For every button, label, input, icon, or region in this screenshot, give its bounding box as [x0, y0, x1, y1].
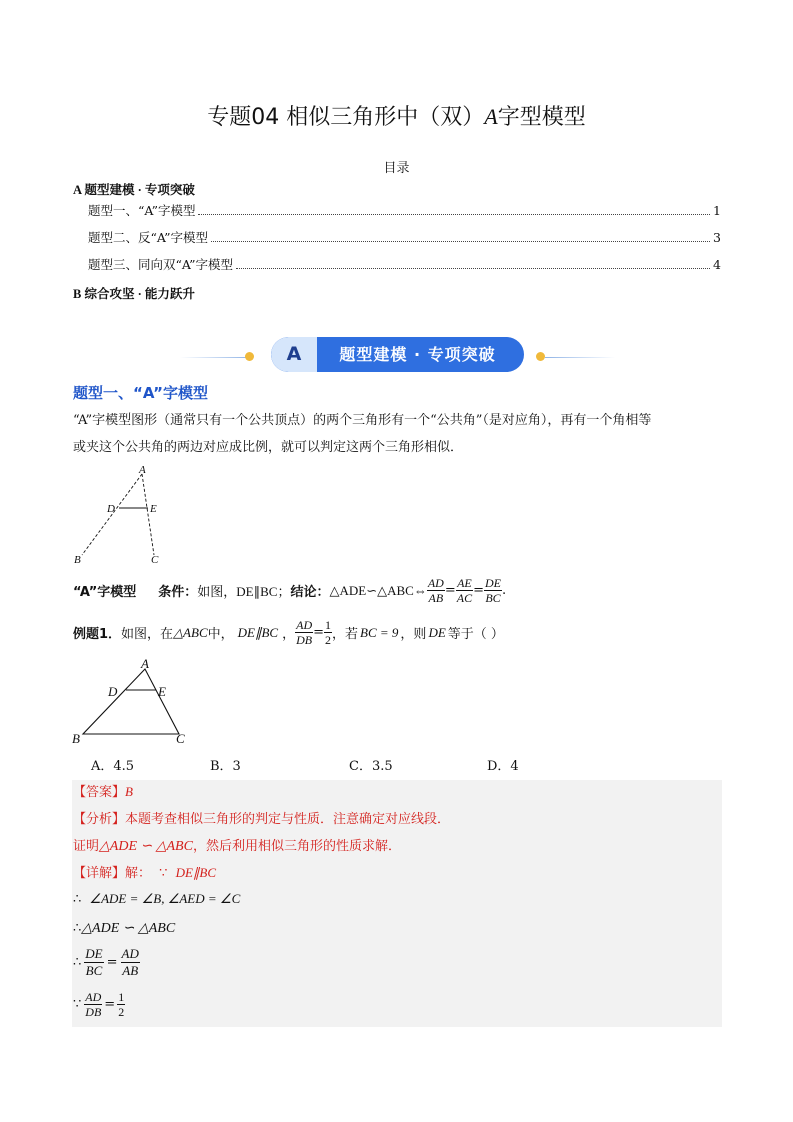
step-similar: ∴△ADE ∽ △ABC	[73, 921, 176, 936]
option-d[interactable]: D．4	[487, 759, 519, 774]
option-b[interactable]: B．3	[210, 759, 241, 774]
section-banner	[271, 337, 524, 372]
banner-dot-right	[536, 352, 545, 361]
banner-letter: A	[271, 337, 317, 372]
step-given-ratio: ∵ $\frac{AD}{DB}$ = $\frac{1}{2}$	[73, 990, 125, 1019]
toc-heading: 目录	[383, 161, 410, 176]
label-a: A	[139, 464, 146, 476]
figure-a-model	[70, 462, 170, 572]
toc-item-2[interactable]: 题型二、反“A”字模型 3	[88, 230, 721, 245]
banner-line-left	[180, 357, 250, 358]
figure-example-1	[70, 655, 200, 747]
banner-line-right	[545, 357, 615, 358]
toc-item-3[interactable]: 题型三、同向双“A”字模型 4	[88, 257, 721, 272]
label-d: D	[107, 503, 115, 515]
section-description: “A”字模型图形（通常只有一个公共顶点）的两个三角形有一个“公共角”（是对应角），再有一个角相等 或夹这个公共角的两边对应成比例，就可以判定这两个三角形相似．	[73, 413, 652, 455]
label-d: D	[108, 684, 118, 699]
option-a[interactable]: A．4.5	[91, 759, 135, 774]
banner-text: 题型建模 · 专项突破	[339, 345, 496, 364]
toc-part-b[interactable]: B 综合攻坚 · 能力跃升	[73, 287, 195, 301]
banner-dot-left	[245, 352, 254, 361]
page-title: 专题04 相似三角形中（双）A字型模型	[207, 104, 586, 130]
label-a: A	[141, 656, 149, 671]
label-e: E	[158, 684, 166, 699]
step-angles: ∴ ∠ADE = ∠B, ∠AED = ∠C	[73, 891, 241, 907]
answer-line: 【答案】B	[73, 784, 133, 800]
option-c[interactable]: C．3.5	[349, 759, 393, 774]
model-statement: “A”字模型 条件： 如图，DE∥BC； 结论： △ADE∽△ABC⇔ $\frac{AD}{AB}$ = $\frac{AE}{AC}$ = $\frac{DE}{BC}$ .	[73, 576, 507, 605]
toc-part-a[interactable]: A 题型建模 · 专项突破	[73, 183, 195, 197]
section-title-1: 题型一、“A”字模型	[73, 384, 208, 402]
label-b: B	[72, 731, 80, 746]
label-e: E	[150, 503, 157, 515]
proof-line: 证明△ADE ∽ △ABC，然后利用相似三角形的性质求解．	[73, 839, 401, 854]
toc-item-1[interactable]: 题型一、“A”字模型 1	[88, 203, 721, 218]
label-c: C	[176, 731, 185, 746]
detail-line: 【详解】解： ∵ DE∥BC	[73, 865, 217, 881]
example-1: 例题1． 如图，在 △ABC 中， DE∥BC ， $\frac{AD}{DB}$ = $\frac{1}{2}$ ，若 BC = 9 ，则 DE 等于（ ）	[73, 618, 504, 647]
triangle-abc	[83, 669, 179, 734]
label-b: B	[74, 554, 81, 566]
label-c: C	[151, 554, 159, 566]
analysis-line: 【分析】本题考查相似三角形的判定与性质．注意确定对应线段．	[73, 812, 451, 827]
step-ratio: ∴ $\frac{DE}{BC}$ = $\frac{AD}{AB}$	[73, 946, 139, 978]
